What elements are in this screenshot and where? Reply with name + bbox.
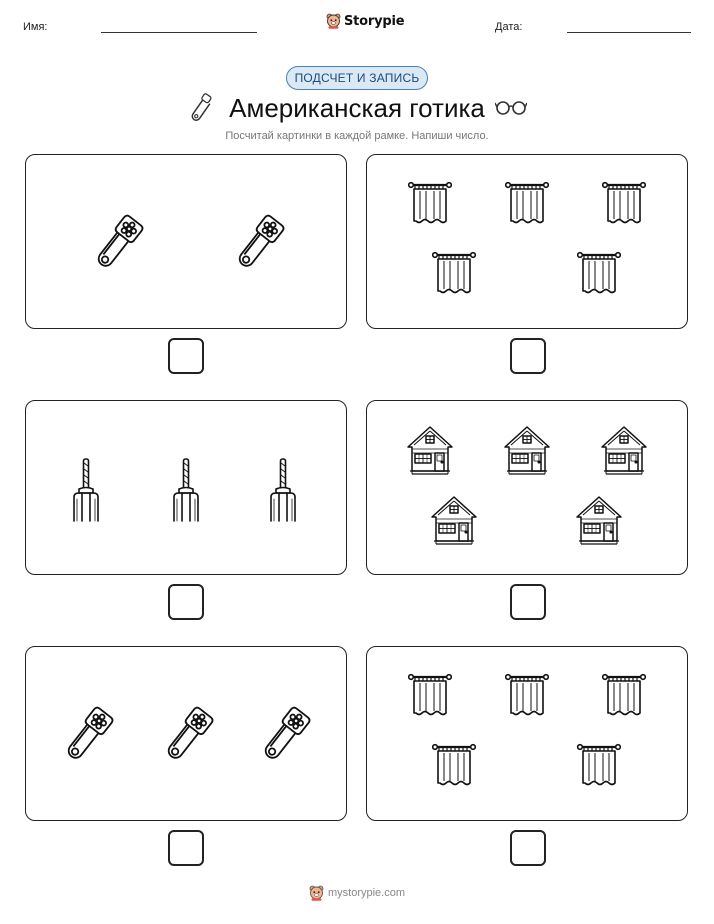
curtain-icon xyxy=(432,743,476,789)
footer xyxy=(309,885,405,901)
safety-pin-icon xyxy=(58,704,114,768)
answer-box-2[interactable] xyxy=(510,338,546,374)
bear-mascot-icon xyxy=(309,885,324,901)
answer-box-1[interactable] xyxy=(168,338,204,374)
pitchfork-icon xyxy=(267,457,299,523)
glasses-icon xyxy=(495,99,527,115)
date-field-line[interactable] xyxy=(567,32,691,33)
curtain-icon xyxy=(408,181,452,227)
house-icon xyxy=(575,495,623,545)
name-label: Имя: xyxy=(23,21,48,33)
safety-pin-icon xyxy=(229,212,285,276)
curtain-icon xyxy=(432,251,476,297)
worksheet-type-badge: ПОДСЧЕТ И ЗАПИСЬ xyxy=(286,66,428,90)
brand-name: Storypie xyxy=(344,13,405,29)
answer-box-5[interactable] xyxy=(168,830,204,866)
curtain-icon xyxy=(602,673,646,719)
date-label: Дата: xyxy=(495,21,523,33)
curtain-icon xyxy=(505,181,549,227)
curtain-icon xyxy=(505,673,549,719)
page-title: Американская готика xyxy=(229,93,485,123)
curtain-icon xyxy=(577,743,621,789)
curtain-icon xyxy=(577,251,621,297)
answer-box-3[interactable] xyxy=(168,584,204,620)
pitchfork-icon xyxy=(170,457,202,523)
safety-pin-icon xyxy=(255,704,311,768)
house-icon xyxy=(430,495,478,545)
footer-url: mystorypie.com xyxy=(328,887,406,899)
safety-pin-icon xyxy=(88,212,144,276)
counting-frame-1 xyxy=(25,154,347,329)
curtain-icon xyxy=(408,673,452,719)
brand-logo xyxy=(326,13,404,29)
house-icon xyxy=(406,425,454,475)
answer-box-4[interactable] xyxy=(510,584,546,620)
curtain-icon xyxy=(602,181,646,227)
bear-mascot-icon xyxy=(326,13,341,29)
house-icon xyxy=(503,425,551,475)
house-icon xyxy=(600,425,648,475)
name-field-line[interactable] xyxy=(101,32,257,33)
instructions: Посчитай картинки в каждой рамке. Напиши число. xyxy=(225,130,489,142)
safety-pin-icon xyxy=(158,704,214,768)
pitchfork-icon xyxy=(70,457,102,523)
answer-box-6[interactable] xyxy=(510,830,546,866)
